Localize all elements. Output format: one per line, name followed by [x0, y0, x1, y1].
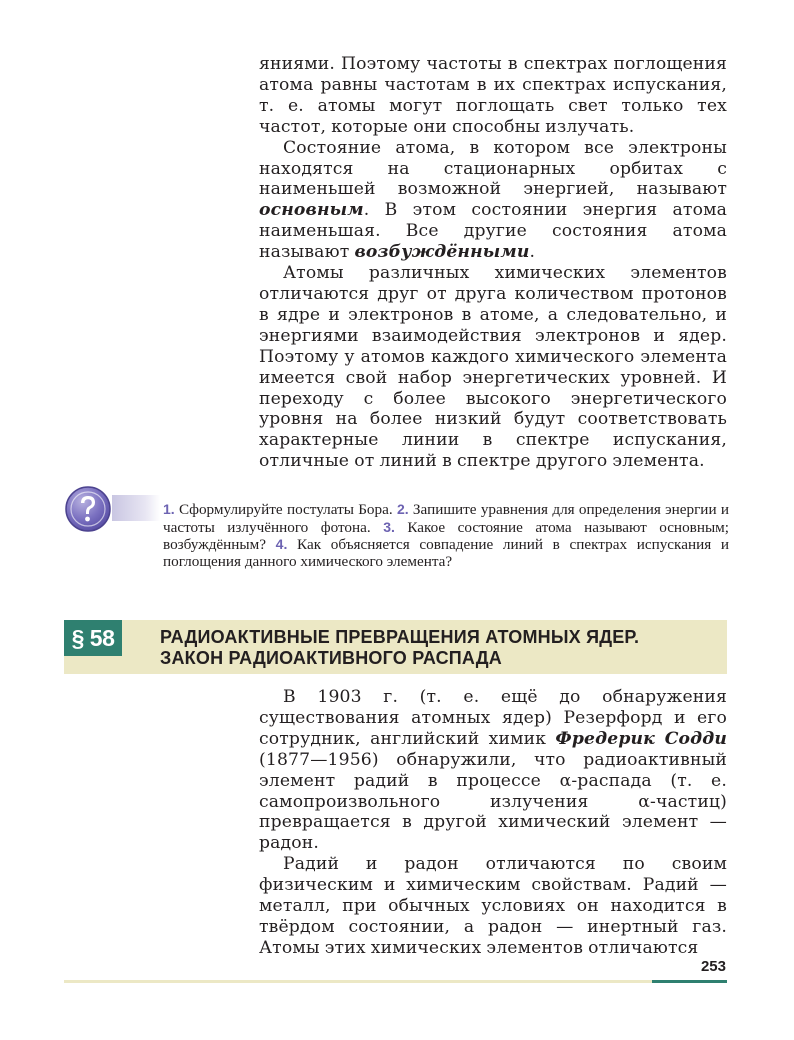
question-number: 2.	[396, 501, 409, 517]
question-text: Какое состояние атома называют основным; возбуждённым?	[163, 518, 729, 554]
question-text: Запишите уравнения для определения энергии и частоты излучённого фотона.	[163, 501, 729, 536]
footer-rule-accent	[652, 980, 727, 983]
section-title-line-1: РАДИОАКТИВНЫЕ ПРЕВРАЩЕНИЯ АТОМНЫХ ЯДЕР.	[160, 627, 640, 647]
section-title	[160, 627, 720, 669]
paragraph-1: яниями. Поэтому частоты в спектрах поглощения атома равны частотам в их спектрах испускания, т. е. атомы могут поглощать свет только тех частот, которые они способны излучать.	[259, 54, 727, 137]
question-number: 3.	[383, 518, 395, 535]
paragraph-4	[259, 687, 727, 854]
main-text-column-top	[259, 54, 727, 472]
question-band	[112, 495, 160, 521]
term-excited-states: возбуждёнными	[354, 242, 530, 263]
main-text-column-bottom	[259, 687, 727, 959]
paragraph-4-text-b: (1877—1956) обнаружили, что радиоактивный элемент радий в процессе α-распада (т. е. самопроизвольного излучения α-частиц) превращается в другой химический элемент — радон.	[259, 749, 727, 854]
section-title-line-2: ЗАКОН РАДИОАКТИВНОГО РАСПАДА	[160, 648, 503, 668]
review-questions	[163, 501, 729, 570]
question-number: 4.	[275, 536, 288, 553]
paragraph-5: Радий и радон отличаются по своим физическим и химическим свойствам. Радий — металл, при обычных условиях он находится в твёрдом состоянии, а радон — инертный газ. Атомы этих химических элементов отличаются	[259, 854, 727, 958]
paragraph-2-text-c: .	[529, 242, 536, 263]
term-ground-state: основным	[259, 200, 364, 221]
section-number-badge: § 58	[64, 620, 122, 656]
page-number: 253	[700, 958, 726, 975]
paragraph-4-text-a: В 1903 г. (т. е. ещё до обнаружения существования атомных ядер) Резерфорд и его сотрудник, английский химик	[259, 687, 727, 749]
question-number: 1.	[163, 501, 175, 517]
paragraph-3: Атомы различных химических элементов отличаются друг от друга количеством протонов в ядре и электронов в атоме, а следовательно, и энергиями взаимодействия электронов и ядер. Поэтому у атомов каждого химического элемента имеется свой набор энергетических уровней. И переходу с более высокого энергетического уровня на более низкий будут соответствовать характерные линии в спектре испускания, отличные от линий в спектре другого элемента.	[259, 263, 727, 472]
paragraph-2-text-a: Состояние атома, в котором все электроны находятся на стационарных орбитах с наименьшей возможной энергией, называют	[259, 137, 727, 200]
question-text: Как объясняется совпадение линий в спектрах испускания и поглощения данного химического элемента?	[163, 536, 729, 570]
scientist-name: Фредерик Содди	[555, 728, 728, 749]
question-mark-icon	[64, 485, 112, 533]
paragraph-2-text-b: . В этом состоянии энергия атома наименьшая. Все другие состояния атома называют	[259, 200, 727, 263]
paragraph-2	[259, 138, 727, 263]
footer-rule	[64, 980, 652, 983]
question-text: Сформулируйте постулаты Бора.	[174, 501, 397, 518]
